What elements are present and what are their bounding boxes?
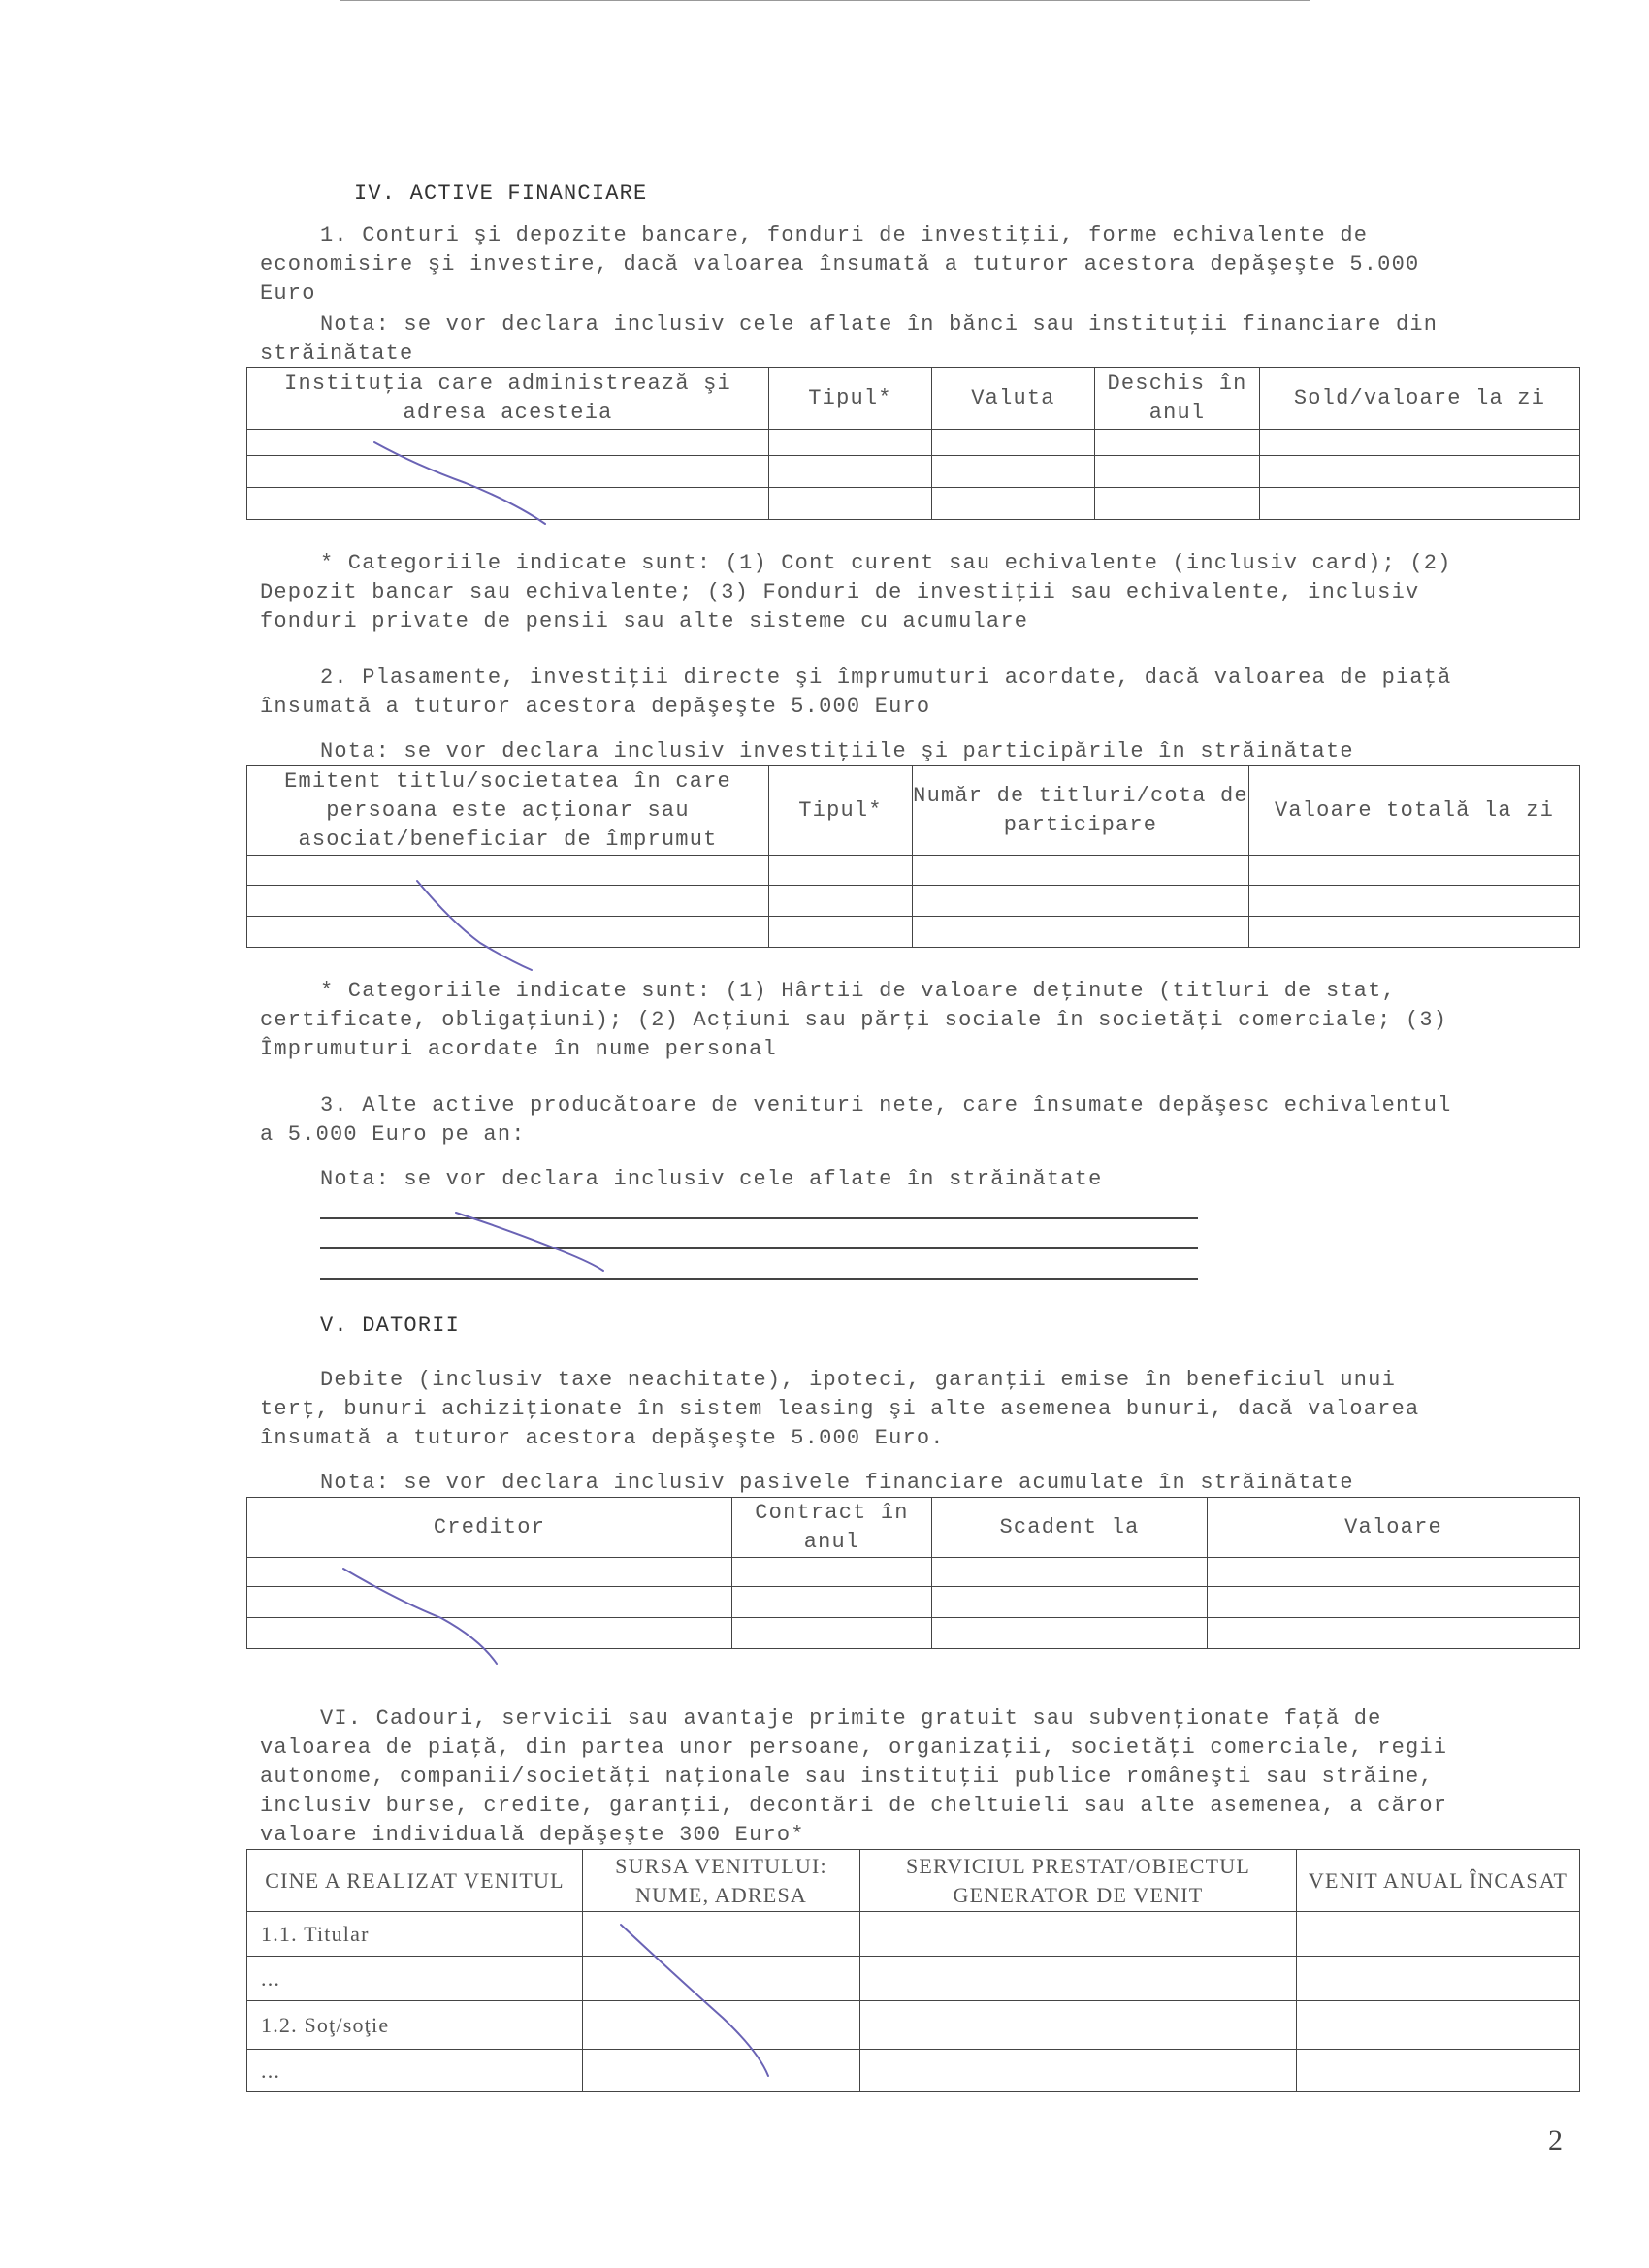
accounts-header-institution: Instituţia care administrează şi adresa acesteia [247,368,769,430]
debts-header-due: Scadent la [932,1498,1208,1558]
gifts-header-who: CINE A REALIZAT VENITUL [247,1850,583,1912]
vi-line-3: autonome, companii/societăţi naţionale sau instituţii publice româneşti sau străine, [260,1765,1434,1789]
scan-top-edge [340,0,1310,1]
table-row [247,1558,1580,1587]
gifts-header-income: VENIT ANUAL ÎNCASAT [1297,1850,1580,1912]
table-row [247,1957,1580,2001]
p3-note: Nota: se vor declara inclusiv cele aflate în străinătate [320,1167,1103,1191]
p2-footnote-line-3: Împrumuturi acordate în nume personal [260,1037,777,1061]
vi-line-4: inclusiv burse, credite, garanţii, decontări de cheltuieli sau alte asemenea, a căror [260,1794,1448,1818]
vi-line-5: valoare individuală depăşeşte 300 Euro* [260,1823,805,1847]
p2-footnote-line-1: * Categoriile indicate sunt: (1) Hârtii de valoare deţinute (titluri de stat, [320,979,1396,1003]
p1-line-3: Euro [260,281,316,306]
vi-line-1: VI. Cadouri, servicii sau avantaje primite gratuit sau subvenţionate faţă de [320,1706,1382,1731]
debts-header-contract: Contract în anul [732,1498,932,1558]
table-row [247,917,1580,948]
table-row [247,856,1580,886]
accounts-header-balance: Sold/valoare la zi [1260,368,1580,430]
p1-line-2: economisire şi investire, dacă valoarea însumată a tuturor acestora depăşeşte 5.000 [260,252,1420,276]
vi-line-2: valoarea de piaţă, din partea unor persoane, organizaţii, societăţi comerciale, regii [260,1735,1448,1760]
v-line-2: terţ, bunuri achiziţionate în sistem leasing şi alte asemenea bunuri, dacă valoarea [260,1397,1420,1421]
v-line-1: Debite (inclusiv taxe neachitate), ipoteci, garanţii emise în beneficiul unui [320,1368,1396,1392]
p1-note-line-1: Nota: se vor declara inclusiv cele aflate în bănci sau instituţii financiare din [320,312,1439,337]
section-v-title: V. DATORII [320,1313,461,1338]
blank-line-1 [320,1217,1198,1219]
page-number: 2 [1548,2124,1565,2156]
p2-line-2: însumată a tuturor acestora depăşeşte 5.000 Euro [260,695,931,719]
p2-footnote-line-2: certificate, obligaţiuni); (2) Acţiuni sau părţi sociale în societăţi comerciale; (3) [260,1008,1448,1032]
table-row [247,488,1580,520]
debts-header-creditor: Creditor [247,1498,732,1558]
table-row [247,456,1580,488]
section-iv-title: IV. ACTIVE FINANCIARE [354,181,648,206]
debts-table [246,1497,1580,1649]
v-note: Nota: se vor declara inclusiv pasivele financiare acumulate în străinătate [320,1471,1354,1495]
p1-footnote-line-3: fonduri private de pensii sau alte sisteme cu acumulare [260,609,1029,633]
accounts-header-type: Tipul* [769,368,932,430]
blank-line-3 [320,1278,1198,1280]
p2-note: Nota: se vor declara inclusiv investiţiile şi participările în străinătate [320,739,1354,763]
p1-footnote-line-1: * Categoriile indicate sunt: (1) Cont curent sau echivalente (inclusiv card); (2) [320,551,1452,575]
accounts-table [246,367,1580,520]
table-row [247,2050,1580,2092]
gifts-row-label: 1.2. Soţ/soţie [247,2001,583,2050]
table-row [247,1587,1580,1618]
pen-strike-assets [456,1213,603,1271]
table-row [247,430,1580,456]
table-row [247,1912,1580,1957]
blank-line-2 [320,1247,1198,1249]
accounts-header-opened: Deschis în anul [1095,368,1260,430]
p2-line-1: 2. Plasamente, investiţii directe şi împrumuturi acordate, dacă valoarea de piaţă [320,665,1452,690]
p1-note-line-2: străinătate [260,341,414,366]
debts-header-value: Valoare [1208,1498,1580,1558]
gifts-row-label: ... [247,2050,583,2092]
p1-line-1: 1. Conturi şi depozite bancare, fonduri de investiţii, forme echivalente de [320,223,1369,247]
gifts-row-label: ... [247,1957,583,2001]
investments-header-type: Tipul* [769,766,913,856]
accounts-header-currency: Valuta [932,368,1095,430]
gifts-header-source: SURSA VENITULUI: NUME, ADRESA [583,1850,860,1912]
p1-footnote-line-2: Depozit bancar sau echivalente; (3) Fonduri de investiţii sau echivalente, inclusiv [260,580,1420,604]
investments-table [246,765,1580,948]
table-row [247,886,1580,917]
table-row [247,1618,1580,1649]
investments-header-issuer: Emitent titlu/societatea în care persoana este acţionar sau asociat/beneficiar de împrumut [247,766,769,856]
investments-header-value: Valoare totală la zi [1249,766,1580,856]
gifts-row-label: 1.1. Titular [247,1912,583,1957]
gifts-header-service: SERVICIUL PRESTAT/OBIECTUL GENERATOR DE VENIT [860,1850,1297,1912]
p3-line-2: a 5.000 Euro pe an: [260,1122,526,1147]
investments-header-share: Număr de titluri/cota de participare [913,766,1249,856]
table-row [247,2001,1580,2050]
gifts-table [246,1849,1580,2092]
v-line-3: însumată a tuturor acestora depăşeşte 5.000 Euro. [260,1426,945,1450]
p3-line-1: 3. Alte active producătoare de venituri nete, care însumate depăşesc echivalentul [320,1093,1452,1118]
